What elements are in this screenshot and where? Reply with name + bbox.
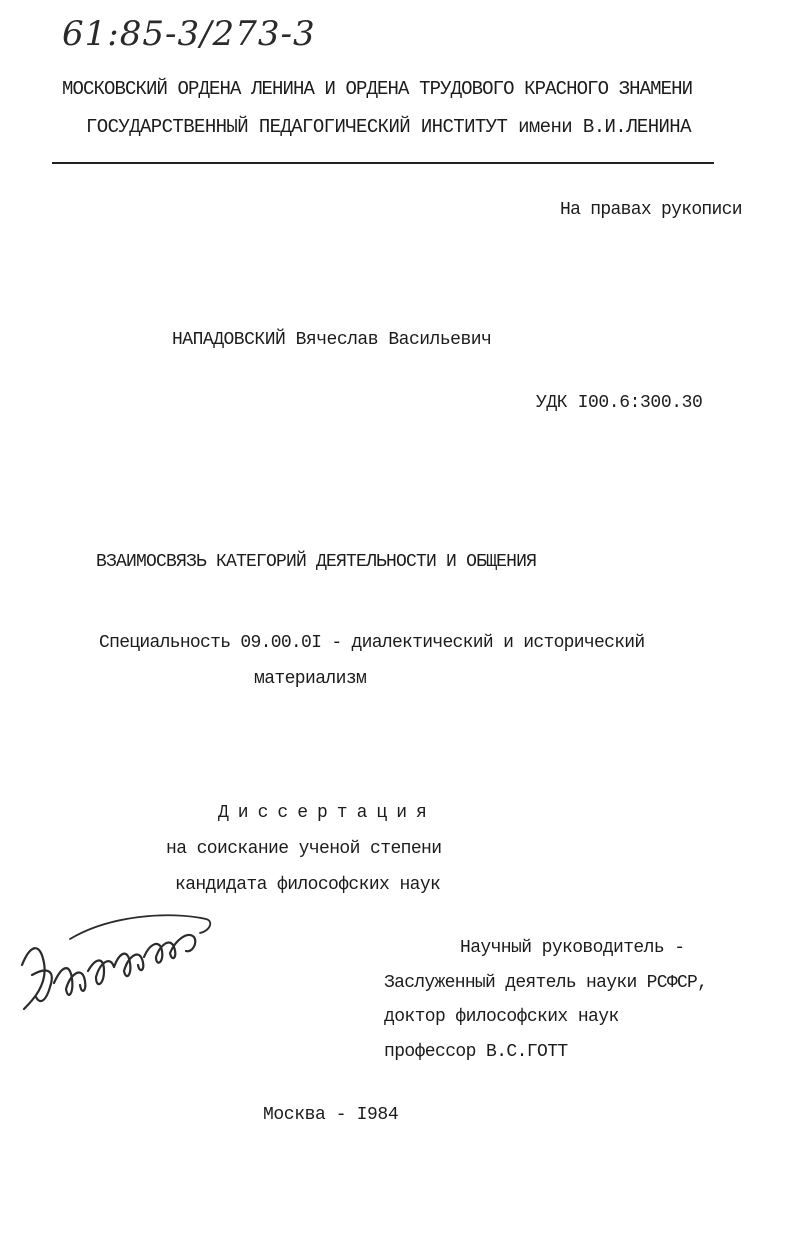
dissertation-title: ВЗАИМОСВЯЗЬ КАТЕГОРИЙ ДЕЯТЕЛЬНОСТИ И ОБЩЕНИЯ xyxy=(96,552,537,572)
supervisor-line-3: доктор философских наук xyxy=(384,1007,619,1027)
supervisor-line-2: Заслуженный деятель науки РСФСР, xyxy=(384,973,708,993)
rights-note: На правах рукописи xyxy=(560,200,742,220)
header-divider xyxy=(52,162,714,164)
supervisor-line-1: Научный руководитель - xyxy=(460,938,685,958)
supervisor-line-4: профессор В.С.ГОТТ xyxy=(384,1042,568,1062)
header-line-2: ГОСУДАРСТВЕННЫЙ ПЕДАГОГИЧЕСКИЙ ИНСТИТУТ имени В.И.ЛЕНИНА xyxy=(86,116,691,138)
udc-code: УДК I00.6:300.30 xyxy=(536,393,703,413)
specialty-line-1: Специальность 09.00.0I - диалектический и исторический xyxy=(99,633,645,653)
author-signature xyxy=(10,905,220,1035)
degree-line-2: на соискание ученой степени xyxy=(166,839,442,859)
header-line-1: МОСКОВСКИЙ ОРДЕНА ЛЕНИНА И ОРДЕНА ТРУДОВОГО КРАСНОГО ЗНАМЕНИ xyxy=(62,78,693,100)
degree-line-3: кандидата философских наук xyxy=(175,875,441,895)
archive-mark: 61:85-3/273-3 xyxy=(62,14,316,54)
author-name: НАПАДОВСКИЙ Вячеслав Васильевич xyxy=(172,330,492,350)
degree-heading: Диссертация xyxy=(218,803,436,823)
specialty-line-2: материализм xyxy=(254,669,367,689)
city-year: Москва - I984 xyxy=(263,1105,399,1125)
